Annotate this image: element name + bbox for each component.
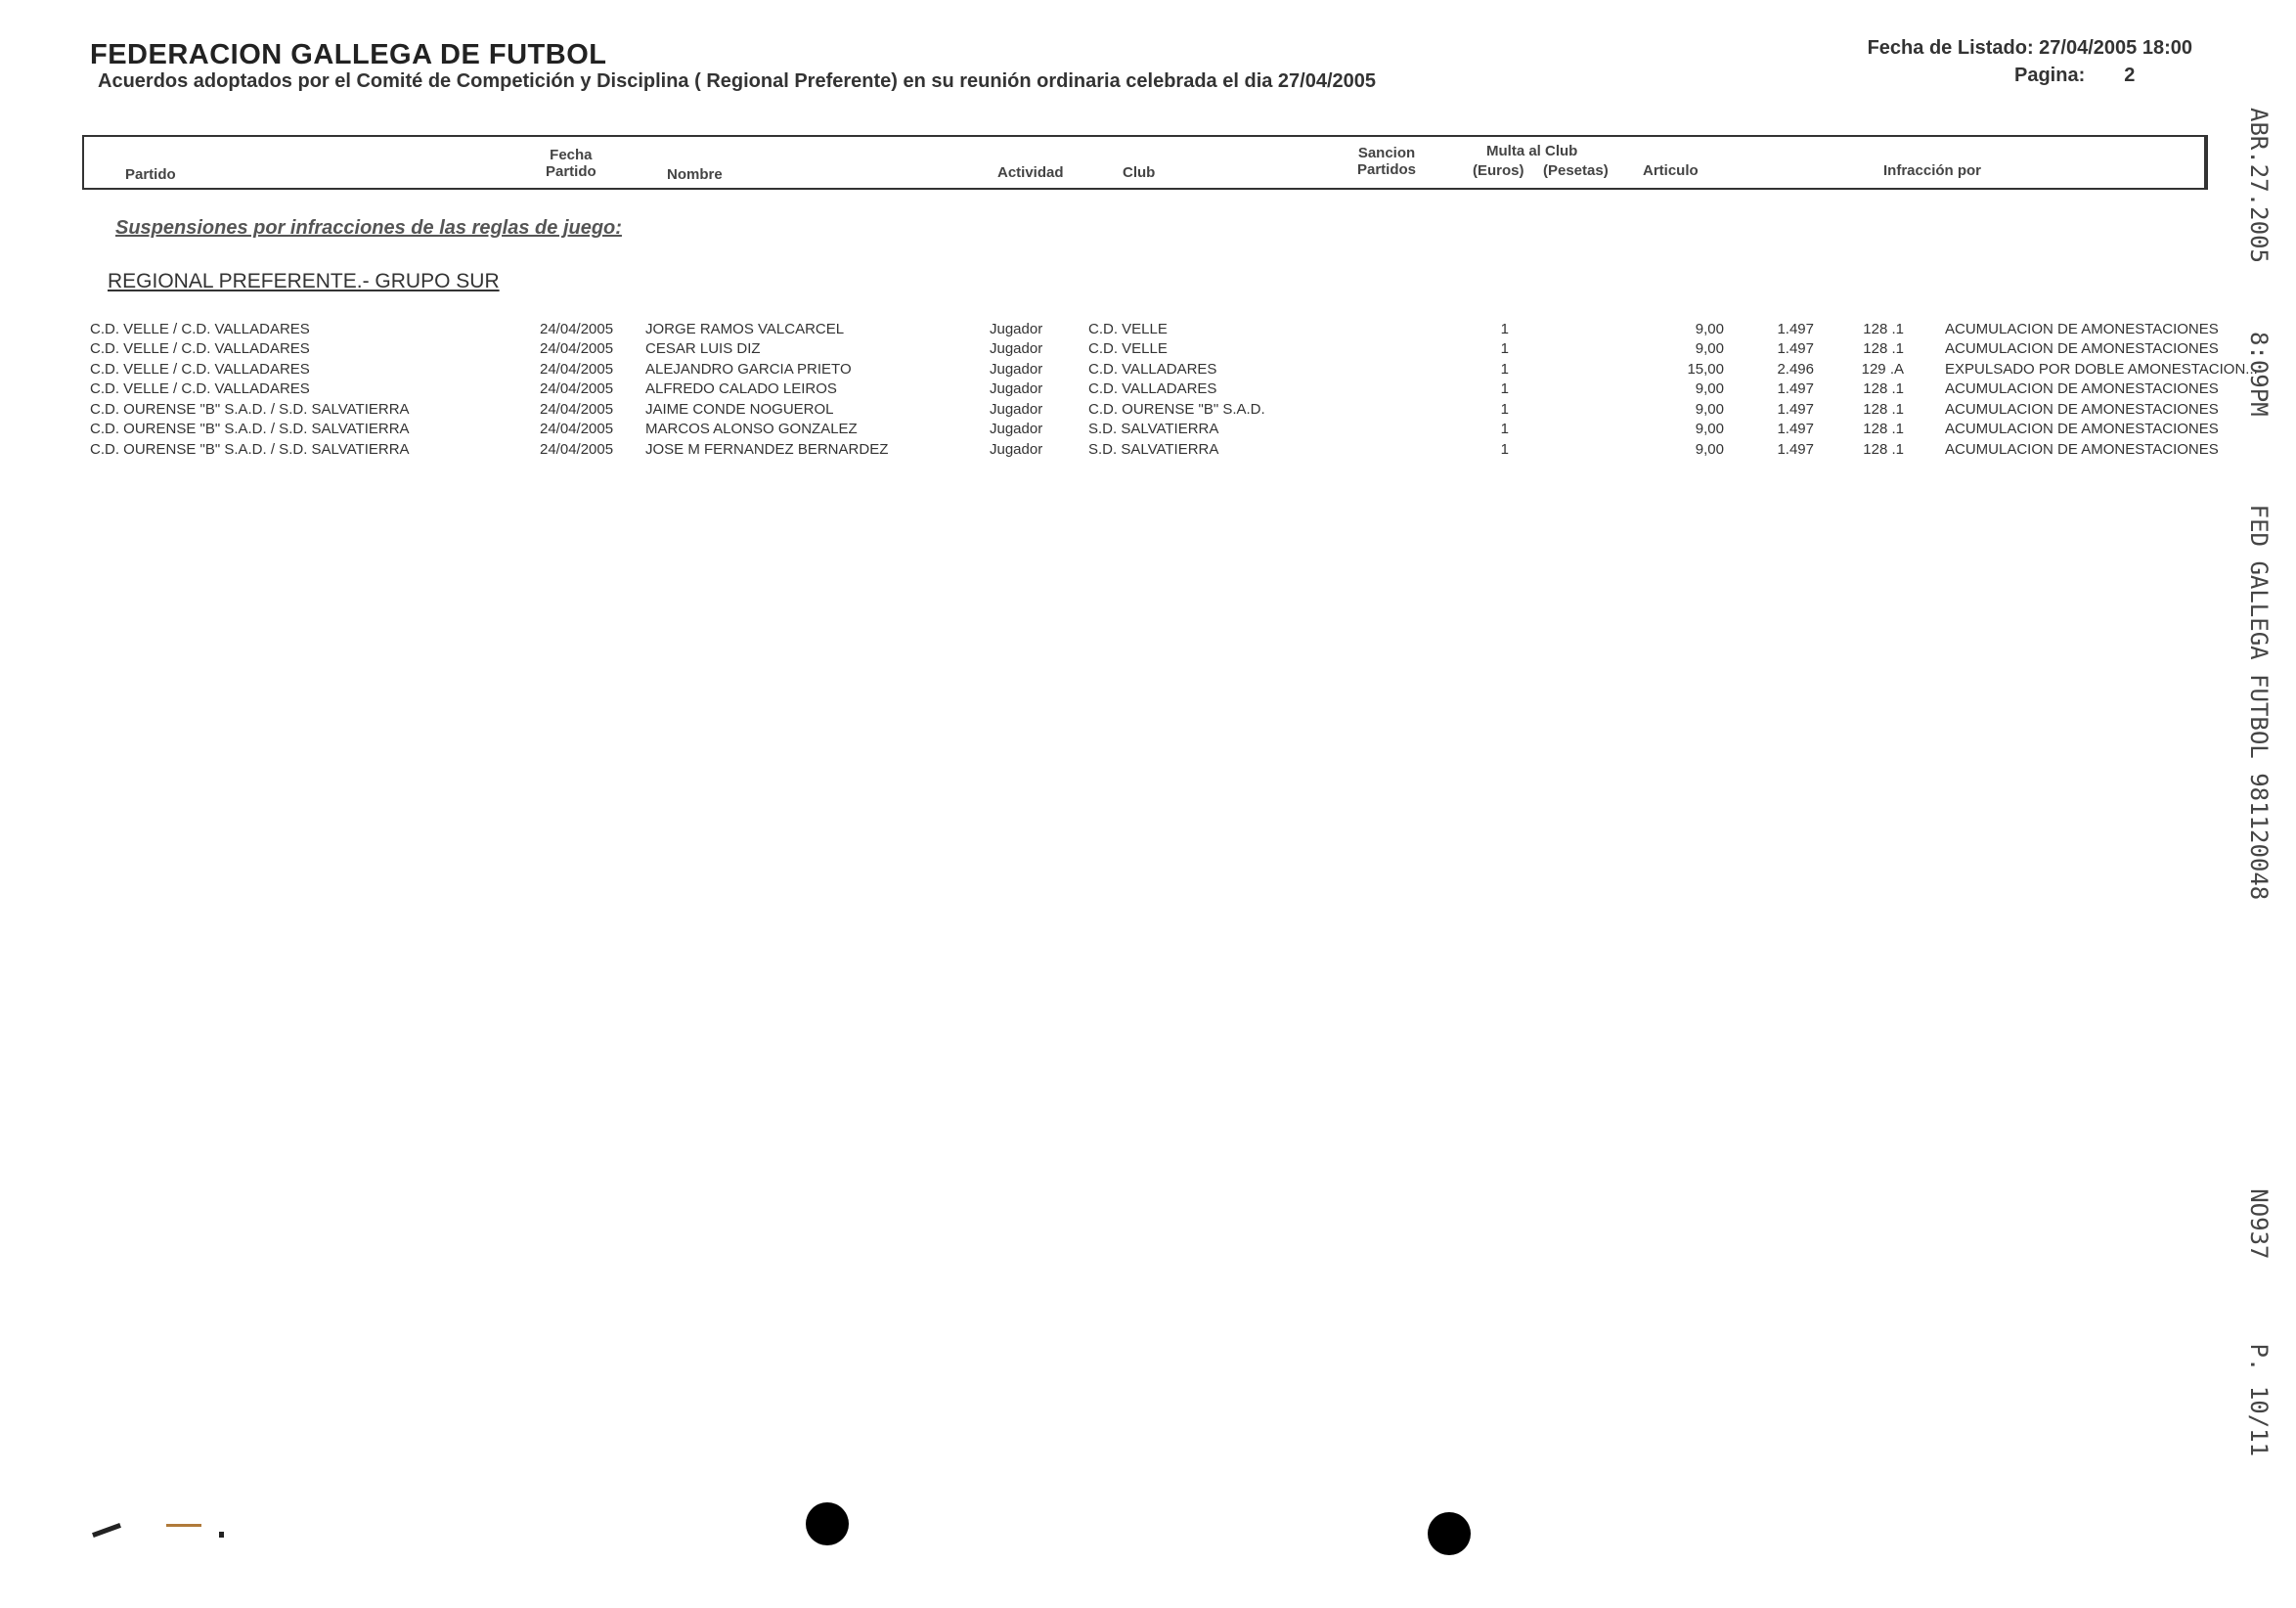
cell-infraccion: ACUMULACION DE AMONESTACIONES [1945,440,2219,458]
column-header-box [82,135,2208,190]
cell-actividad: Jugador [990,380,1043,398]
cell-pesetas: 1.497 [1777,400,1814,418]
page-label: Pagina: [2014,65,2086,86]
cell-euros: 9,00 [1695,380,1724,398]
cell-articulo: 129 .A [1861,360,1904,378]
cell-fecha: 24/04/2005 [540,340,614,358]
cell-euros: 9,00 [1695,320,1724,337]
cell-club: C.D. VALLADARES [1088,360,1217,378]
organization-title: FEDERACION GALLEGA DE FUTBOL [90,39,607,70]
cell-euros: 9,00 [1695,421,1724,438]
cell-infraccion: ACUMULACION DE AMONESTACIONES [1945,380,2219,398]
cell-club: C.D. VELLE [1088,340,1168,358]
punch-hole [1428,1512,1471,1555]
col-fecha-line1: Fecha [550,147,593,163]
cell-partido: C.D. OURENSE "B" S.A.D. / S.D. SALVATIERRA [90,400,410,418]
cell-articulo: 128 .1 [1863,440,1904,458]
cell-nombre: JORGE RAMOS VALCARCEL [645,320,845,337]
cell-infraccion: EXPULSADO POR DOBLE AMONESTACION... [1945,360,2258,378]
fax-header [2245,108,2273,1456]
cell-sancion: 1 [1500,340,1509,358]
section-title: Suspensiones por infracciones de las reglas de juego: [115,217,622,239]
table-row [90,359,2258,380]
punch-hole [806,1502,849,1545]
col-infraccion: Infracción por [1883,162,1982,179]
cell-fecha: 24/04/2005 [540,320,614,337]
cell-nombre: JOSE M FERNANDEZ BERNARDEZ [645,440,889,458]
cell-infraccion: ACUMULACION DE AMONESTACIONES [1945,400,2219,418]
cell-nombre: JAIME CONDE NOGUEROL [645,400,834,418]
scan-speck [166,1524,201,1527]
cell-partido: C.D. VELLE / C.D. VALLADARES [90,320,310,337]
sanctions-table [90,319,2258,460]
cell-pesetas: 1.497 [1777,380,1814,398]
col-articulo: Articulo [1643,162,1699,179]
cell-actividad: Jugador [990,421,1043,438]
cell-articulo: 128 .1 [1863,340,1904,358]
cell-sancion: 1 [1500,380,1509,398]
fax-time: 8:09PM [2245,331,2273,417]
cell-partido: C.D. VELLE / C.D. VALLADARES [90,380,310,398]
col-nombre: Nombre [667,166,723,183]
cell-sancion: 1 [1500,320,1509,337]
fax-number: NO937 [2245,1188,2273,1260]
table-row [90,399,2258,420]
cell-actividad: Jugador [990,400,1043,418]
page-number: 2 [2124,65,2136,86]
cell-partido: C.D. OURENSE "B" S.A.D. / S.D. SALVATIERRA [90,440,410,458]
cell-partido: C.D. VELLE / C.D. VALLADARES [90,360,310,378]
fax-date: ABR.27.2005 [2245,108,2273,263]
cell-infraccion: ACUMULACION DE AMONESTACIONES [1945,421,2219,438]
cell-pesetas: 1.497 [1777,421,1814,438]
group-title: REGIONAL PREFERENTE.- GRUPO SUR [108,270,500,292]
cell-fecha: 24/04/2005 [540,421,614,438]
cell-club: C.D. VELLE [1088,320,1168,337]
cell-fecha: 24/04/2005 [540,400,614,418]
fax-sender: FED GALLEGA FUTBOL 981120048 [2245,504,2273,901]
cell-partido: C.D. VELLE / C.D. VALLADARES [90,340,310,358]
cell-nombre: ALEJANDRO GARCIA PRIETO [645,360,852,378]
cell-articulo: 128 .1 [1863,320,1904,337]
cell-pesetas: 1.497 [1777,440,1814,458]
cell-infraccion: ACUMULACION DE AMONESTACIONES [1945,320,2219,337]
cell-club: C.D. VALLADARES [1088,380,1217,398]
listing-date: Fecha de Listado: 27/04/2005 18:00 [1867,37,2192,59]
page-indicator [2014,65,2135,87]
cell-sancion: 1 [1500,400,1509,418]
cell-fecha: 24/04/2005 [540,360,614,378]
col-multa: Multa al Club [1486,143,1578,159]
cell-euros: 9,00 [1695,340,1724,358]
col-sancion [1357,145,1416,178]
col-sancion-line1: Sancion [1357,145,1416,161]
col-euros: (Euros) [1473,162,1524,179]
cell-nombre: ALFREDO CALADO LEIROS [645,380,837,398]
cell-infraccion: ACUMULACION DE AMONESTACIONES [1945,340,2219,358]
col-partido: Partido [125,166,176,183]
cell-club: S.D. SALVATIERRA [1088,440,1219,458]
cell-nombre: MARCOS ALONSO GONZALEZ [645,421,858,438]
cell-club: S.D. SALVATIERRA [1088,421,1219,438]
cell-actividad: Jugador [990,440,1043,458]
table-row [90,319,2258,339]
cell-euros: 9,00 [1695,440,1724,458]
col-fecha-partido [546,147,596,180]
scan-speck [219,1532,224,1538]
cell-sancion: 1 [1500,440,1509,458]
cell-pesetas: 2.496 [1777,360,1814,378]
col-actividad: Actividad [997,164,1064,181]
cell-fecha: 24/04/2005 [540,440,614,458]
col-sancion-line2: Partidos [1357,161,1417,178]
cell-pesetas: 1.497 [1777,340,1814,358]
cell-actividad: Jugador [990,360,1043,378]
fax-page: P. 10/11 [2245,1343,2273,1457]
scan-speck [92,1523,121,1538]
cell-fecha: 24/04/2005 [540,380,614,398]
table-row [90,420,2258,440]
col-pesetas: (Pesetas) [1543,162,1609,179]
table-row [90,439,2258,460]
cell-club: C.D. OURENSE "B" S.A.D. [1088,400,1265,418]
cell-articulo: 128 .1 [1863,400,1904,418]
cell-articulo: 128 .1 [1863,421,1904,438]
col-club: Club [1123,164,1156,181]
cell-pesetas: 1.497 [1777,320,1814,337]
cell-nombre: CESAR LUIS DIZ [645,340,761,358]
cell-partido: C.D. OURENSE "B" S.A.D. / S.D. SALVATIERRA [90,421,410,438]
col-fecha-line2: Partido [546,163,596,180]
table-row [90,380,2258,400]
table-row [90,339,2258,360]
cell-articulo: 128 .1 [1863,380,1904,398]
document-subtitle: Acuerdos adoptados por el Comité de Competición y Disciplina ( Regional Preferente) en su reunión ordinaria celebrada el dia 27/04/2005 [98,70,1377,92]
cell-sancion: 1 [1500,421,1509,438]
cell-euros: 15,00 [1687,360,1724,378]
cell-actividad: Jugador [990,320,1043,337]
cell-euros: 9,00 [1695,400,1724,418]
cell-actividad: Jugador [990,340,1043,358]
cell-sancion: 1 [1500,360,1509,378]
